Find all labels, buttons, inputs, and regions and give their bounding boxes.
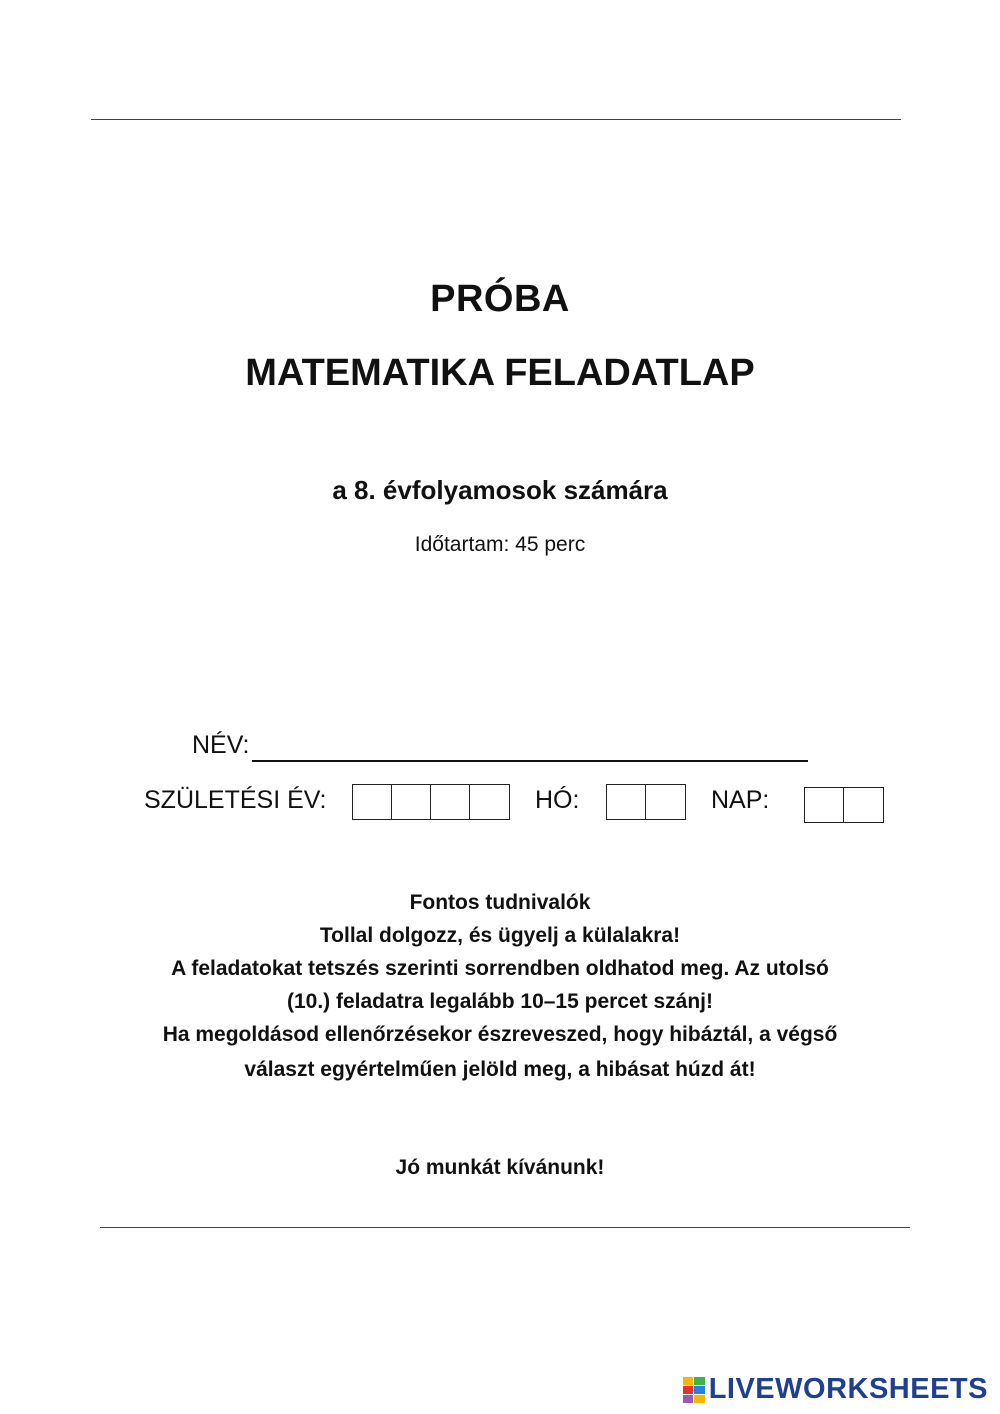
name-field[interactable] <box>252 760 808 762</box>
digit-box[interactable] <box>353 785 392 819</box>
instructions-heading: Fontos tudnivalók <box>409 891 591 914</box>
instruction-line: Ha megoldásod ellenőrzésekor észreveszed, hogy hibáztál, a végső <box>162 1023 838 1046</box>
digit-box[interactable] <box>646 785 685 819</box>
instruction-line: A feladatokat tetszés szerinti sorrendben oldhatod meg. Az utolsó <box>171 957 829 980</box>
duration: Időtartam: 45 perc <box>414 533 586 556</box>
instruction-line: (10.) feladatra legalább 10–15 percet szánj! <box>286 990 714 1013</box>
digit-box[interactable] <box>844 788 883 822</box>
instruction-line: választ egyértelműen jelöld meg, a hibásat húzd át! <box>244 1058 756 1081</box>
bottom-divider <box>100 1227 910 1228</box>
liveworksheets-wordmark: LIVEWORKSHEETS <box>708 1373 988 1405</box>
liveworksheets-brand[interactable] <box>683 1373 988 1406</box>
name-label: NÉV: <box>192 731 250 759</box>
title-line-2: MATEMATIKA FELADATLAP <box>245 352 755 394</box>
day-boxes <box>804 787 884 823</box>
digit-box[interactable] <box>607 785 646 819</box>
top-divider <box>91 119 901 120</box>
birth-year-label: SZÜLETÉSI ÉV: <box>144 786 327 814</box>
digit-box[interactable] <box>431 785 470 819</box>
subtitle: a 8. évfolyamosok számára <box>332 475 668 505</box>
instruction-line: Tollal dolgozz, és ügyelj a külalakra! <box>319 924 681 947</box>
day-label: NAP: <box>711 786 770 814</box>
liveworksheets-logo-icon <box>683 1377 705 1403</box>
title-line-1: PRÓBA <box>430 278 570 320</box>
month-boxes <box>606 784 686 820</box>
closing-message: Jó munkát kívánunk! <box>395 1156 605 1179</box>
digit-box[interactable] <box>470 785 509 819</box>
month-label: HÓ: <box>535 786 580 814</box>
digit-box[interactable] <box>805 788 844 822</box>
birth-year-boxes <box>352 784 510 820</box>
digit-box[interactable] <box>392 785 431 819</box>
